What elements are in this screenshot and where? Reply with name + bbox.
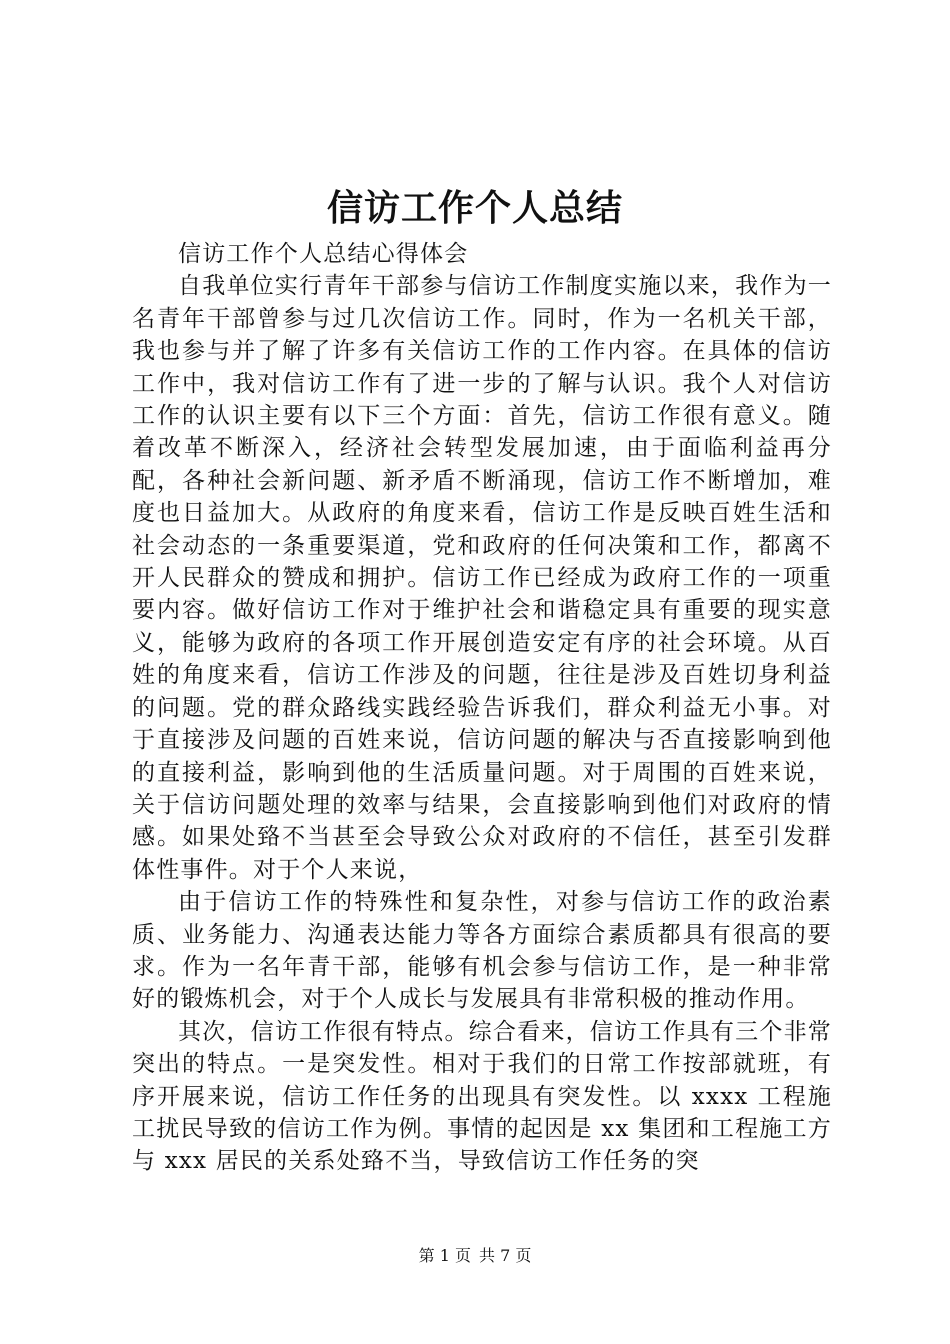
page-total: 共 7 页 (479, 1246, 532, 1265)
body-paragraph: 自我单位实行青年干部参与信访工作制度实施以来，我作为一名青年干部曾参与过几次信访工作。同时，作为一名机关干部，我也参与并了解了许多有关信访工作的工作内容。在具体的信访工作中，我对信访工作有了进一步的了解与认识。我个人对信访工作的认识主要有以下三个方面：首先，信访工作很有意义。随着改革不断深入，经济社会转型发展加速，由于面临利益再分配，各种社会新问题、新矛盾不断涌现，信访工作不断增加，难度也日益加大。从政府的角度来看，信访工作是反映百姓生活和社会动态的一条重要渠道，党和政府的任何决策和工作，都离不开人民群众的赞成和拥护。信访工作已经成为政府工作的一项重要内容。做好信访工作对于维护社会和谐稳定具有重要的现实意义，能够为政府的各项工作开展创造安定有序的社会环境。从百姓的角度来看，信访工作涉及的问题，往往是涉及百姓切身利益的问题。党的群众路线实践经验告诉我们，群众利益无小事。对于直接涉及问题的百姓来说，信访问题的解决与否直接影响到他的直接利益，影响到他的生活质量问题。对于周围的百姓来说，关于信访问题处理的效率与结果，会直接影响到他们对政府的情感。如果处臵不当甚至会导致公众对政府的不信任，甚至引发群体性事件。对于个人来说， (132, 273, 832, 883)
page-number: 第 1 页 (418, 1246, 471, 1265)
page-footer (0, 1244, 950, 1268)
document-subtitle: 信访工作个人总结心得体会 (178, 241, 469, 267)
body-paragraph: 其次，信访工作很有特点。综合看来，信访工作具有三个非常突出的特点。一是突发性。相对于我们的日常工作按部就班，有序开展来说，信访工作任务的出现具有突发性。以 xxxx 工程施工扰民导致的信访工作为例。事情的起因是 xx 集团和工程施工方与 xxx 居民的关系处臵不当，导致信访工作任务的突 (132, 1018, 832, 1175)
body-paragraph: 由于信访工作的特殊性和复杂性，对参与信访工作的政治素质、业务能力、沟通表达能力等各方面综合素质都具有很高的要求。作为一名年青干部，能够有机会参与信访工作，是一种非常好的锻炼机会，对于个人成长与发展具有非常积极的推动作用。 (132, 889, 832, 1013)
document-body (132, 238, 832, 1178)
document-title: 信访工作个人总结 (326, 187, 623, 229)
